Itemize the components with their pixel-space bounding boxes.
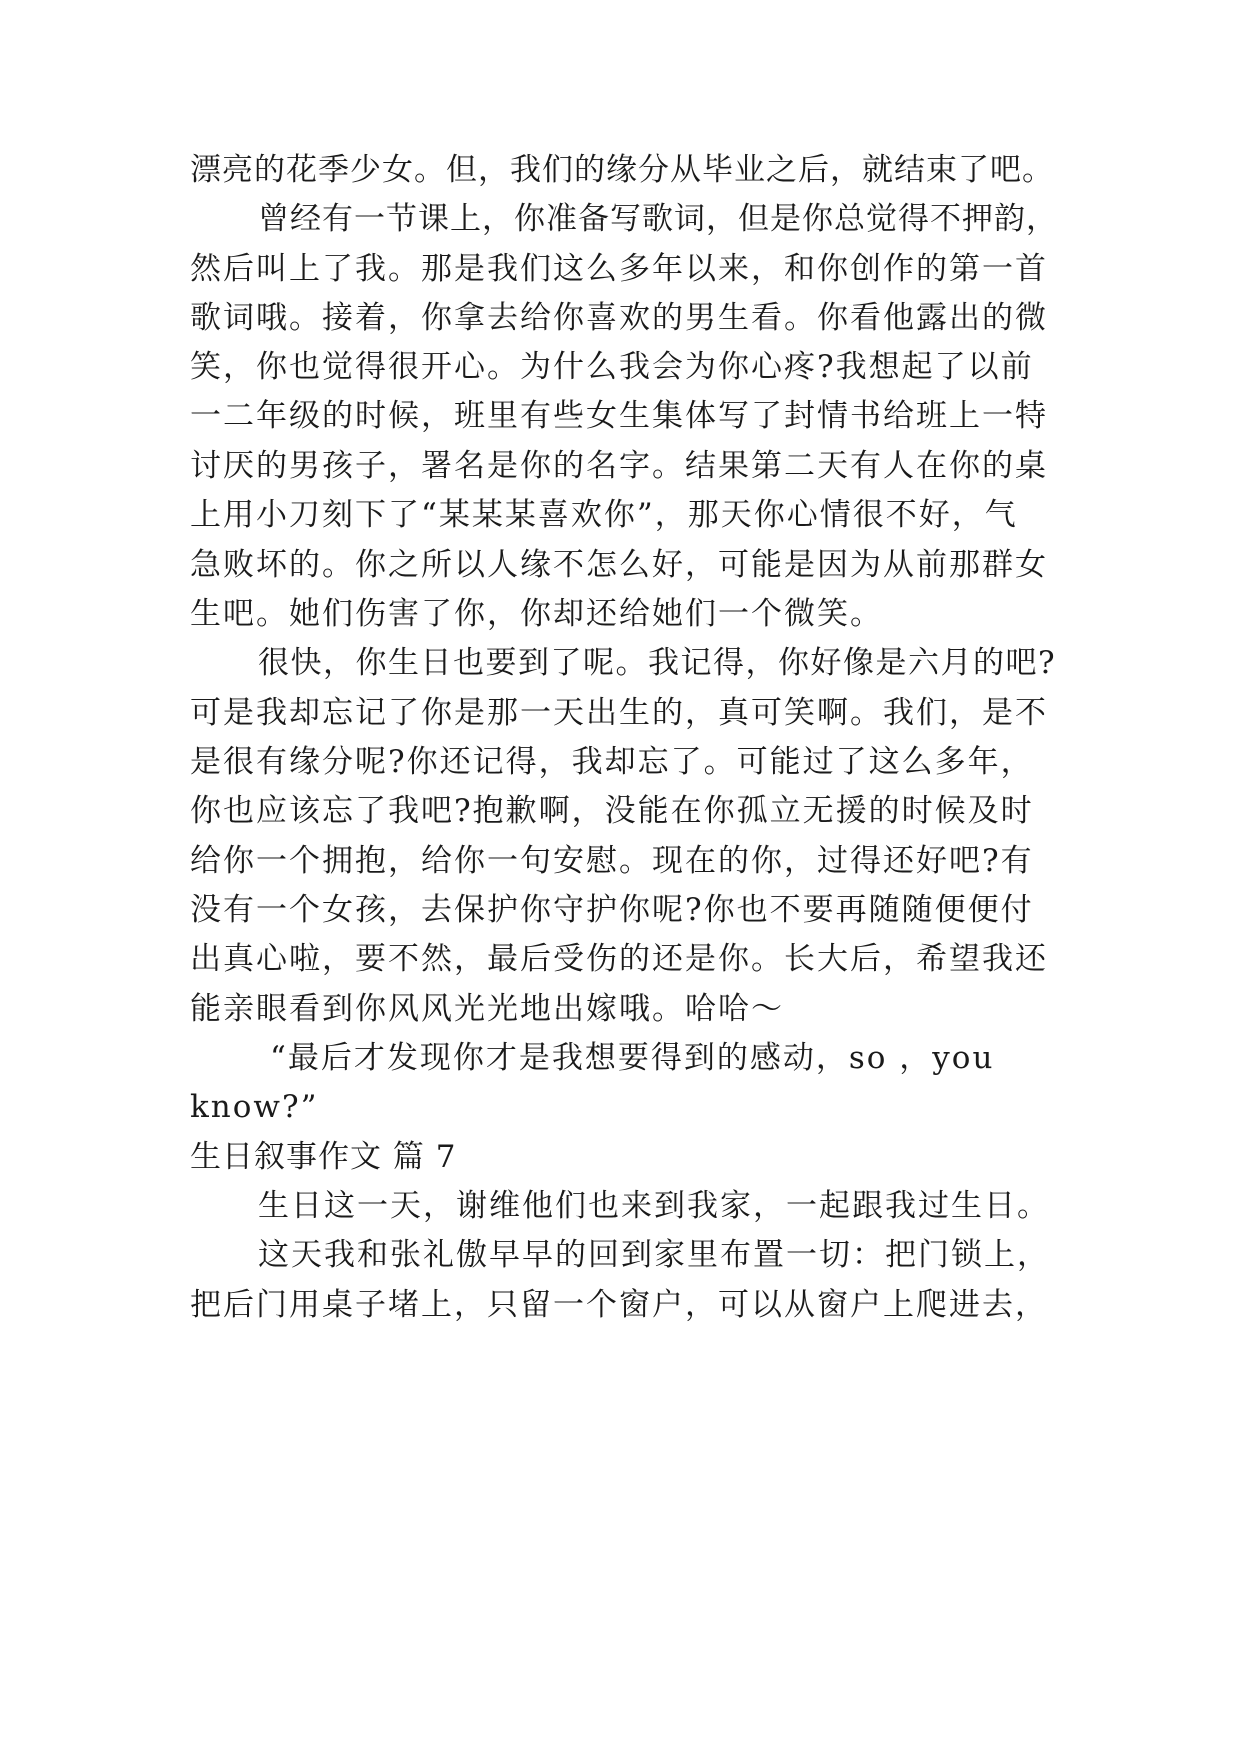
text-line: 把后门用桌子堵上，只留一个窗户，可以从窗户上爬进去， [190, 1287, 1048, 1323]
text-line: 笑，你也觉得很开心。为什么我会为你心疼?我想起了以前 [190, 349, 1034, 385]
text-line: 上用小刀刻下了“某某某喜欢你”，那天你心情很不好，气 [190, 497, 1018, 533]
text-line: 曾经有一节课上，你准备写歌词，但是你总觉得不押韵， [258, 201, 1058, 237]
text-line: 急败坏的。你之所以人缘不怎么好，可能是因为从前那群女 [190, 547, 1048, 583]
text-line: 歌词哦。接着，你拿去给你喜欢的男生看。你看他露出的微 [190, 300, 1048, 336]
text-line: 这天我和张礼傲早早的回到家里布置一切：把门锁上， [258, 1237, 1050, 1273]
text-line: 讨厌的男孩子，署名是你的名字。结果第二天有人在你的桌 [190, 448, 1048, 484]
text-line: 给你一个拥抱，给你一句安慰。现在的你，过得还好吧?有 [190, 843, 1034, 879]
text-line: know?” [190, 1089, 319, 1125]
text-line: “最后才发现你才是我想要得到的感动，so ，you [270, 1040, 995, 1076]
text-line: 可是我却忘记了你是那一天出生的，真可笑啊。我们，是不 [190, 695, 1048, 731]
section-heading: 生日叙事作文 篇 7 [190, 1139, 457, 1175]
text-line: 一二年级的时候，班里有些女生集体写了封情书给班上一特 [190, 398, 1048, 434]
text-line: 出真心啦，要不然，最后受伤的还是你。长大后，希望我还 [190, 941, 1048, 977]
text-line: 生吧。她们伤害了你，你却还给她们一个微笑。 [190, 596, 883, 632]
text-line: 能亲眼看到你风风光光地出嫁哦。哈哈～ [190, 991, 784, 1027]
text-line: 漂亮的花季少女。但，我们的缘分从毕业之后，就结束了吧。 [190, 152, 1054, 188]
text-line: 没有一个女孩，去保护你守护你呢?你也不要再随随便便付 [190, 892, 1034, 928]
text-line: 你也应该忘了我吧?抱歉啊，没能在你孤立无援的时候及时 [190, 793, 1034, 829]
text-line: 生日这一天，谢维他们也来到我家，一起跟我过生日。 [258, 1188, 1050, 1224]
text-line: 很快，你生日也要到了呢。我记得，你好像是六月的吧? [258, 645, 1057, 681]
text-line: 然后叫上了我。那是我们这么多年以来，和你创作的第一首 [190, 251, 1048, 287]
text-line: 是很有缘分呢?你还记得，我却忘了。可能过了这么多年， [190, 744, 1034, 780]
